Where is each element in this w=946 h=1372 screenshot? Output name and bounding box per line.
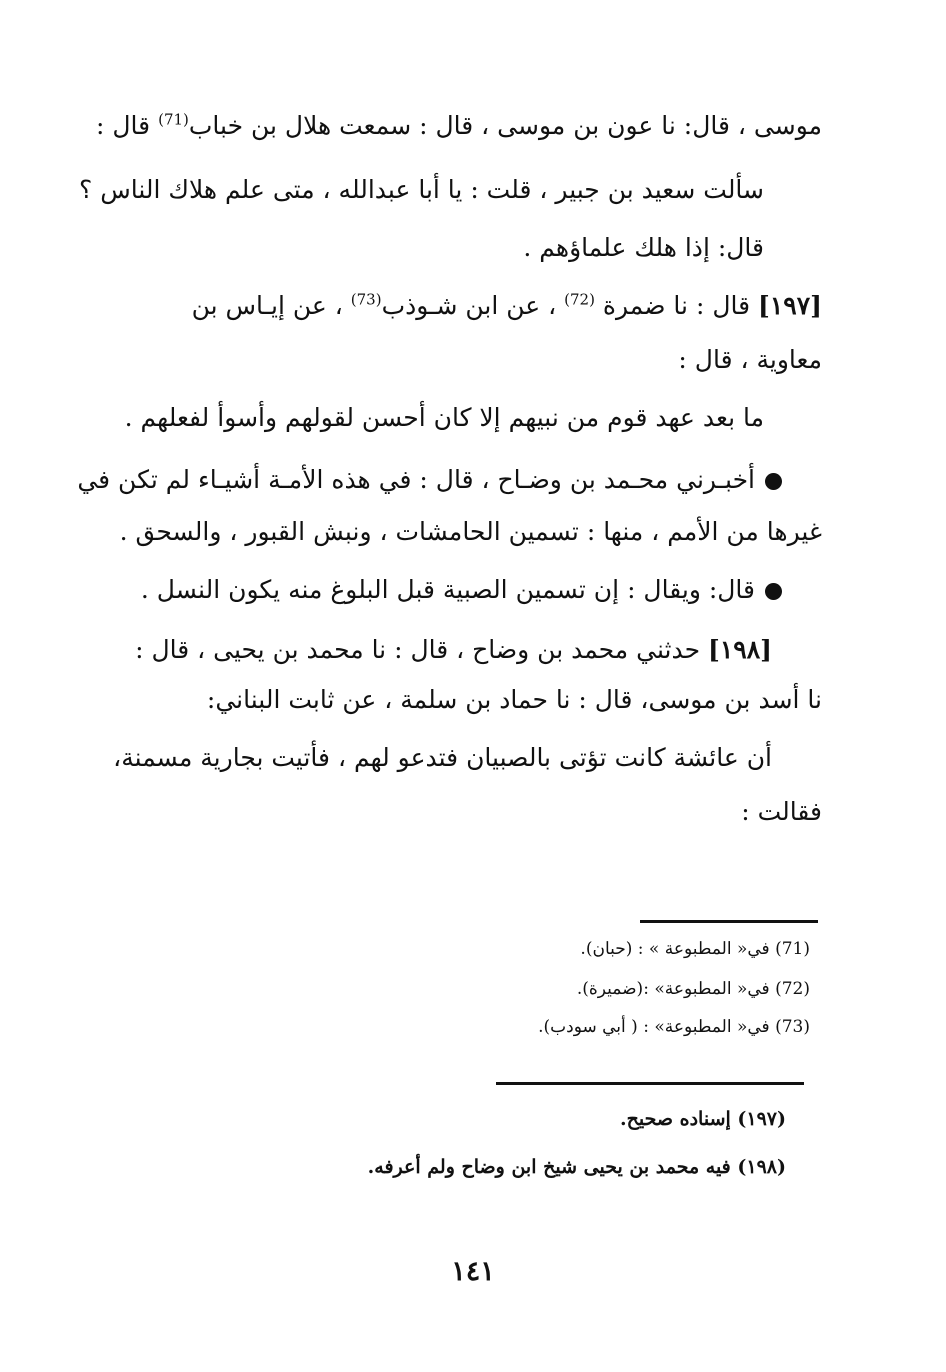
text-line-1 (96, 106, 822, 146)
hadith-number-198: [١٩٨] (708, 635, 772, 664)
text-segment: حدثني محمد بن وضاح ، قال : نا محمد بن يحيى ، قال : (135, 635, 709, 664)
text-segment: قال : نا ضمرة (594, 291, 759, 320)
text-line-7 (77, 460, 822, 500)
bullet-icon (765, 473, 782, 490)
footnote-divider (640, 920, 818, 923)
text-segment: فقالت : (741, 797, 822, 826)
text-segment: ، عن إيـاس بن (191, 291, 351, 320)
footnote-ref-71[interactable]: (71) (158, 110, 189, 129)
text-line-4 (122, 286, 822, 326)
text-segment: غيرها من الأمم ، منها : تسمين الحامشات ، ونبش القبور ، والسحق . (119, 517, 822, 546)
page-number: ١٤١ (451, 1256, 495, 1287)
text-line-5 (122, 340, 822, 380)
footnote-ref-72[interactable]: (72) (564, 290, 595, 309)
text-segment: ، عن ابن شـوذب (381, 291, 565, 320)
text-line-3 (124, 228, 764, 268)
hadith-number-197: [١٩٧] (758, 291, 822, 320)
text-segment: أن عائشة كانت تؤتى بالصبيان فتدعو لهم ، فأتيت بجارية مسمنة، (113, 743, 772, 772)
text-segment: أخبـرني محـمد بن وضـاح ، قال : في هذه الأمـة أشيـاء لم تكن في (77, 465, 755, 494)
footnote-73: (73) في« المطبوعة» : ( أبي سودب). (538, 1017, 810, 1037)
text-segment: قال : (96, 111, 159, 140)
footnote-71: (71) في« المطبوعة » : (حبان). (580, 939, 810, 959)
text-line-12 (113, 738, 822, 778)
text-segment: قال: إذا هلك علماؤهم . (523, 233, 764, 262)
footnote-72: (72) في« المطبوعة» :(ضميرة). (576, 979, 810, 999)
text-line-9 (122, 570, 822, 610)
text-segment: موسى ، قال: نا عون بن موسى ، قال : سمعت هلال بن خباب (188, 111, 822, 140)
text-segment: ما بعد عهد قوم من نبيهم إلا كان أحسن لقولهم وأسوأ لفعلهم . (124, 403, 764, 432)
bullet-icon (765, 583, 782, 600)
text-line-6 (124, 398, 764, 438)
commentary-divider (496, 1082, 804, 1085)
footnote-ref-73[interactable]: (73) (350, 290, 382, 309)
text-line-11 (122, 680, 822, 720)
text-line-8 (119, 512, 822, 552)
text-line-2 (78, 170, 764, 210)
text-segment: معاوية ، قال : (678, 345, 822, 374)
text-segment: سألت سعيد بن جبير ، قلت : يا أبا عبدالله ، متى علم هلاك الناس ؟ (78, 175, 764, 204)
text-line-10 (122, 630, 822, 670)
text-segment: قال: ويقال : إن تسمين الصبية قبل البلوغ منه يكون النسل . (140, 575, 755, 604)
commentary-198: (١٩٨) فيه محمد بن يحيى شيخ ابن وضاح ولم أعرفه. (367, 1156, 786, 1178)
text-segment: نا أسد بن موسى، قال : نا حماد بن سلمة ، عن ثابت البناني: (206, 685, 822, 714)
commentary-197: (١٩٧) إسناده صحيح. (620, 1108, 786, 1130)
text-line-13 (122, 792, 822, 832)
